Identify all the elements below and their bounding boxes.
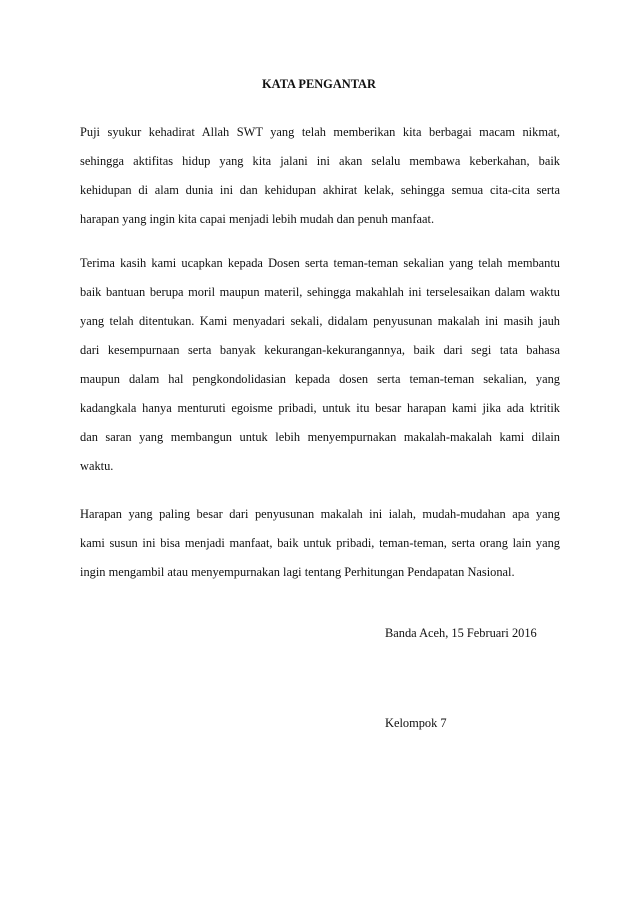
page-title: KATA PENGANTAR [262, 77, 376, 91]
paragraph-2-line-3: yang telah ditentukan. Kami menyadari sekali, didalam penyusunan makalah ini masih jauh [80, 314, 560, 328]
paragraph-1-line-1: Puji syukur kehadirat Allah SWT yang telah memberikan kita berbagai macam nikmat, [80, 125, 560, 139]
paragraph-1-line-4: harapan yang ingin kita capai menjadi lebih mudah dan penuh manfaat. [80, 212, 435, 226]
paragraph-3-line-3: ingin mengambil atau menyempurnakan lagi tentang Perhitungan Pendapatan Nasional. [80, 565, 515, 579]
paragraph-1-line-2: sehingga aktifitas hidup yang kita jalani ini akan selalu membawa keberkahan, baik [80, 154, 560, 168]
paragraph-1-line-3: kehidupan di alam dunia ini dan kehidupan akhirat kelak, sehingga semua cita-cita serta [80, 183, 560, 197]
paragraph-2-line-5: maupun dalam hal pengkondolidasian kepada dosen serta teman-teman sekalian, yang [80, 372, 560, 386]
paragraph-3-line-1: Harapan yang paling besar dari penyusunan makalah ini ialah, mudah-mudahan apa yang [80, 507, 560, 521]
paragraph-2-line-1: Terima kasih kami ucapkan kepada Dosen serta teman-teman sekalian yang telah membantu [80, 256, 560, 270]
signature: Kelompok 7 [385, 716, 447, 730]
paragraph-2-line-4: dari kesempurnaan serta banyak kekurangan-kekurangannya, baik dari segi tata bahasa [80, 343, 560, 357]
paragraph-2-line-7: dan saran yang membangun untuk lebih menyempurnakan makalah-makalah kami dilain [80, 430, 560, 444]
paragraph-3-line-2: kami susun ini bisa menjadi manfaat, baik untuk pribadi, teman-teman, serta orang lain yang [80, 536, 560, 550]
paragraph-2-line-2: baik bantuan berupa moril maupun materil, sehingga makahlah ini terselesaikan dalam waktu [80, 285, 560, 299]
paragraph-2-line-8: waktu. [80, 459, 114, 473]
place-date: Banda Aceh, 15 Februari 2016 [385, 626, 537, 640]
paragraph-2-line-6: kadangkala hanya menturuti egoisme pribadi, untuk itu besar harapan kami jika ada ktritik [80, 401, 560, 415]
